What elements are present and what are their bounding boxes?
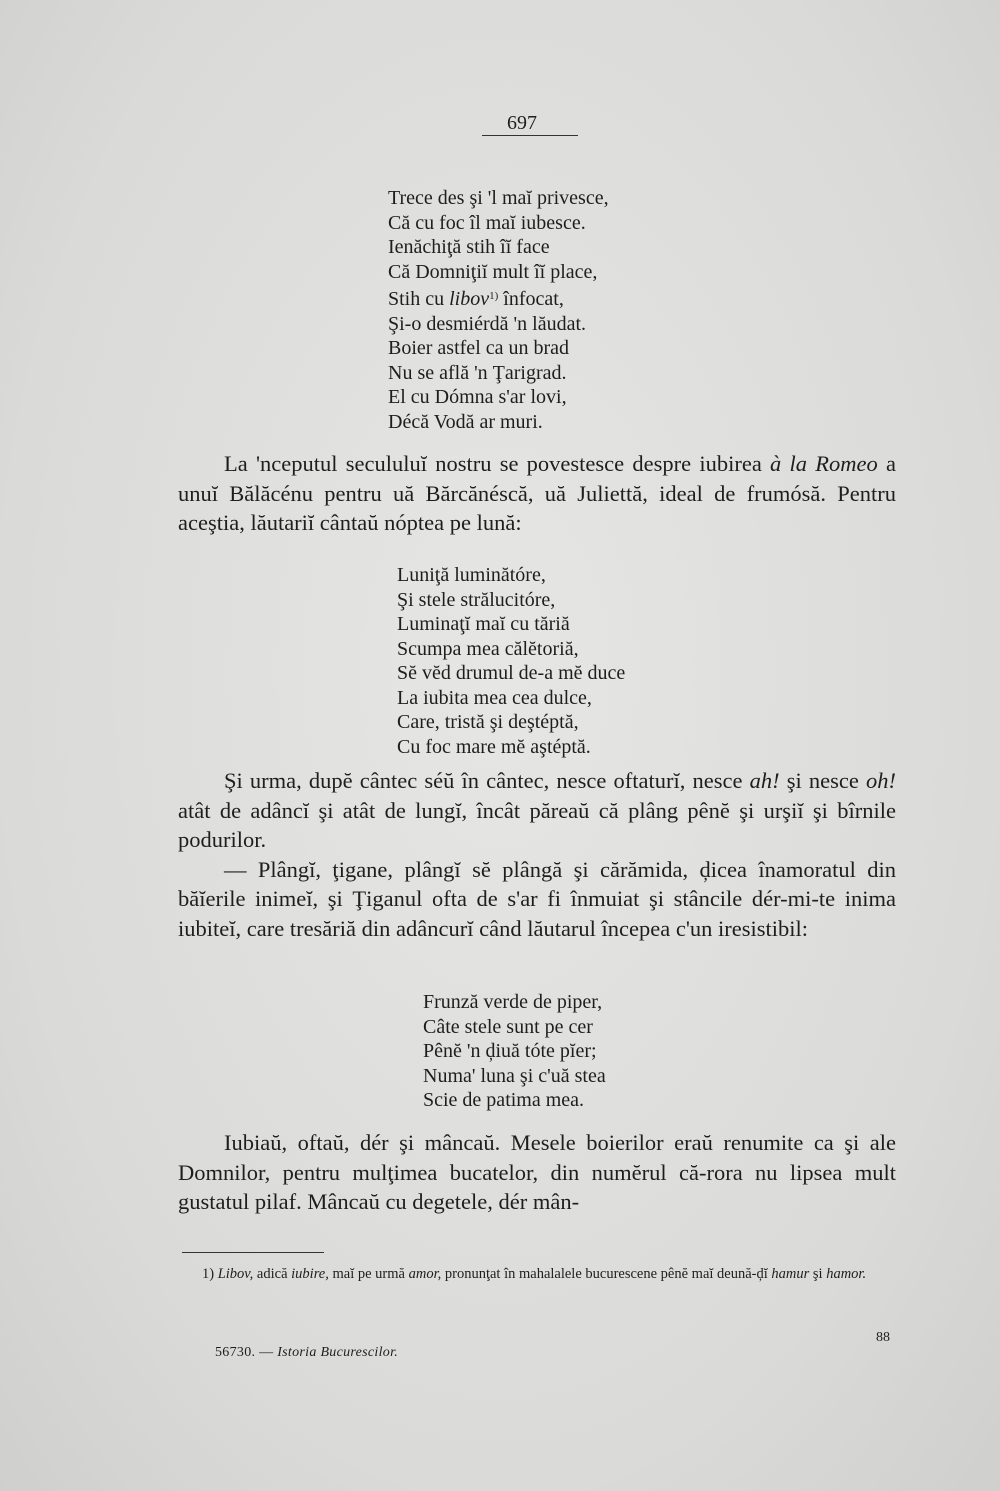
- poem-line: Trece des şi 'l maĭ privesce,: [388, 187, 609, 209]
- italic-word-libov: libov: [449, 288, 490, 310]
- paragraph-text: a unuĭ Bălăcénu pentru uă Bărcănéscă, uă Juliettă, ideal de frumósă. Pentru aceştia, lăutariĭ cântaŭ nóptea pe lună:: [178, 451, 896, 535]
- poem-line: Care, tristă şi deştéptă,: [397, 711, 579, 733]
- footnote-ref: 1): [489, 290, 499, 302]
- poem-line: Boier astfel ca un brad: [388, 337, 570, 359]
- poem-line: Şi-o desmiérdă 'n lăudat.: [388, 312, 586, 335]
- paragraph-text: Iubiaŭ, oftaŭ, dér şi mâncaŭ. Mesele boierilor eraŭ renumite ca şi ale Domnilor, pentru mulţimea bucatelor, din numĕrul că-rora nu lipsea mult gustatul pilaf. Mâncaŭ cu degetele, dér mân-: [178, 1130, 896, 1214]
- paragraph-text: Şi urma, dupĕ cântec séŭ în cântec, nesce oftaturĭ, nesce: [224, 768, 750, 793]
- poem-line-start: Stih cu: [388, 288, 450, 310]
- poem-line: Décă Vodă ar muri.: [388, 410, 543, 433]
- signature-title: Istoria Bucurescilor.: [277, 1345, 399, 1360]
- footnote-italic: amor,: [408, 1266, 442, 1282]
- poem-line: Numa' luna şi c'uă stea: [423, 1064, 606, 1087]
- italic-oh: oh!: [866, 768, 896, 793]
- paragraph-2-3: [178, 766, 896, 943]
- poem-line: Şi stele strălucitóre,: [397, 588, 556, 611]
- page-number-rule: [482, 135, 578, 136]
- poem-line: Pênĕ 'n ḑiuă tóte pĭer;: [423, 1040, 597, 1062]
- footnote-text: şi: [809, 1266, 827, 1282]
- footnote-italic: iubire,: [291, 1266, 329, 1282]
- paragraph-3: — Plângĭ, ţigane, plângĭ sĕ plângă şi cărămida, ḑicea înamoratul din băĭerile inimeĭ, şi Ţiganul ofta de s'ar fi înmuiat şi stâncile dér-mi-te inima iubiteĭ, care tresăriă din adâncurĭ când lăutarul începea c'un iresistibil:: [178, 856, 896, 941]
- poem-3: [423, 990, 606, 1113]
- poem-line: Luminaţĭ maĭ cu tăriă: [397, 613, 570, 635]
- poem-line: El cu Dómna s'ar lovi,: [388, 386, 567, 408]
- poem-2: [397, 563, 625, 759]
- poem-line: Luniţă luminătóre,: [397, 564, 546, 586]
- italic-ah: ah!: [749, 768, 780, 793]
- sheet-number: 88: [876, 1330, 890, 1345]
- footnote-number: 1): [202, 1266, 215, 1282]
- poem-line: Scie de patima mea.: [423, 1089, 585, 1111]
- poem-line: Nu se află 'n Ţarigrad.: [388, 361, 567, 384]
- poem-line: Că Domniţiĭ mult îĭ place,: [388, 260, 598, 283]
- footnote-text: maĭ pe urmă: [328, 1266, 409, 1282]
- paragraph-1: [178, 449, 896, 538]
- poem-line: Ienăchiţă stih îĭ face: [388, 236, 550, 258]
- poem-line: Scumpa mea călĕtoriă,: [397, 637, 579, 660]
- paragraph-4: [178, 1128, 896, 1217]
- italic-phrase: à la Romeo: [770, 451, 878, 476]
- poem-1: [388, 186, 609, 434]
- footnote-text: adică: [253, 1266, 292, 1282]
- poem-line: Sĕ vĕd drumul de-a mĕ duce: [397, 662, 626, 684]
- poem-line: Cu foc mare mĕ aştéptă.: [397, 735, 591, 758]
- footnote: [182, 1264, 894, 1285]
- footnote-rule: [182, 1252, 324, 1253]
- signature-mark: [215, 1345, 398, 1361]
- poem-line-end: înfocat,: [498, 288, 564, 310]
- paragraph-text: La 'nceputul secululuĭ nostru se povestesce despre iubirea: [224, 451, 771, 476]
- poem-line: Că cu foc îl maĭ iubesce.: [388, 211, 586, 234]
- poem-line: Frunză verde de piper,: [423, 991, 603, 1013]
- footnote-text: pronunţat în mahalalele bucurescene pênĕ maĭ deună-ḑĭ: [441, 1266, 772, 1282]
- paragraph-text: atât de adâncĭ şi atât de lungĭ, încât păreaŭ că plâng pênĕ şi urşiĭ şi bîrnile podurilor.: [178, 797, 896, 852]
- paragraph-text: şi nesce: [779, 768, 866, 793]
- footnote-italic: hamur: [771, 1266, 810, 1282]
- poem-line: Câte stele sunt pe cer: [423, 1015, 593, 1038]
- signature-code: 56730. —: [215, 1345, 278, 1360]
- poem-line: [388, 284, 609, 312]
- poem-line: La iubita mea cea dulce,: [397, 686, 592, 709]
- footnote-word: Libov,: [217, 1266, 254, 1282]
- footnote-italic: hamor.: [826, 1266, 867, 1282]
- page-number: 697: [507, 112, 537, 134]
